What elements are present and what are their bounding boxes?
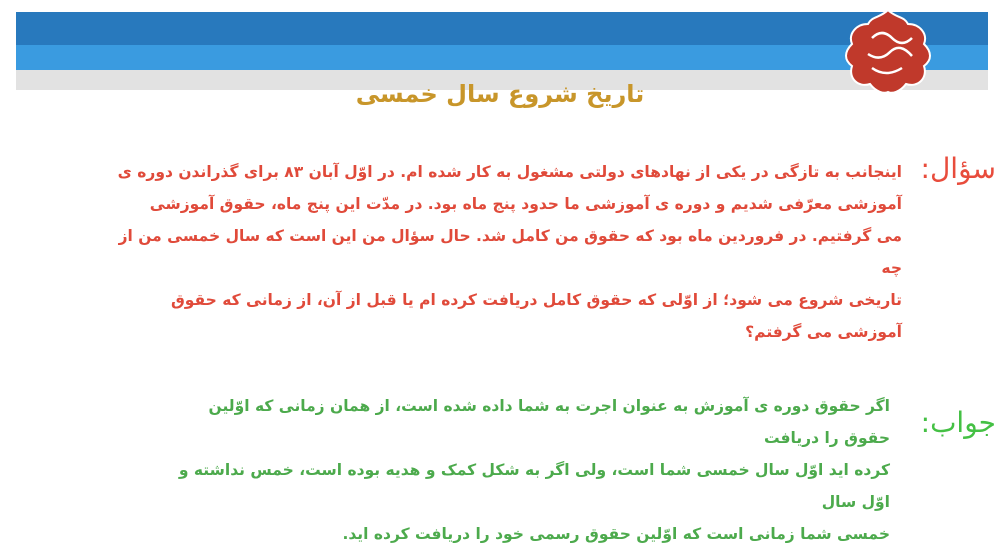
answer-line: اگر حقوق دوره ی آموزش به عنوان اجرت به شما داده شده است، از همان زمانی که اوّلین حقوق را دریافت [208, 397, 890, 447]
answer-line: کرده اید اوّل سال خمسی شما است، ولی اگر به شکل کمک و هدیه بوده است، خمس نداشته و اوّل سال [178, 461, 890, 511]
question-line: می گرفتیم. در فروردین ماه بود که حقوق من کامل شد. حال سؤال من این است که سال خمسی من از چه [118, 227, 902, 277]
question-label: سؤال: [920, 152, 996, 185]
question-line: آموزشی معرّفی شدیم و دوره ی آموزشی ما حدود پنج ماه بود. در مدّت این پنج ماه، حقوق آموزشی [149, 195, 902, 213]
slide-title: تاریخ شروع سال خمسی [355, 80, 645, 108]
answer-label: جواب: [920, 406, 996, 439]
answer-line: خمسی شما زمانی است که اوّلین حقوق رسمی خود را دریافت کرده اید. [342, 525, 890, 543]
question-line: تاریخی شروع می شود؛ از اوّلی که حقوق کامل دریافت کرده ام یا قبل از آن، از زمانی که حقوق آموزشی می گرفتم؟ [170, 291, 902, 341]
answer-text [160, 390, 890, 550]
question-line: اینجانب به تازگی در یکی از نهادهای دولتی مشغول به کار شده ام. در اوّل آبان ۸۳ برای گذراندن دوره ی [117, 163, 902, 181]
question-text [112, 156, 902, 348]
